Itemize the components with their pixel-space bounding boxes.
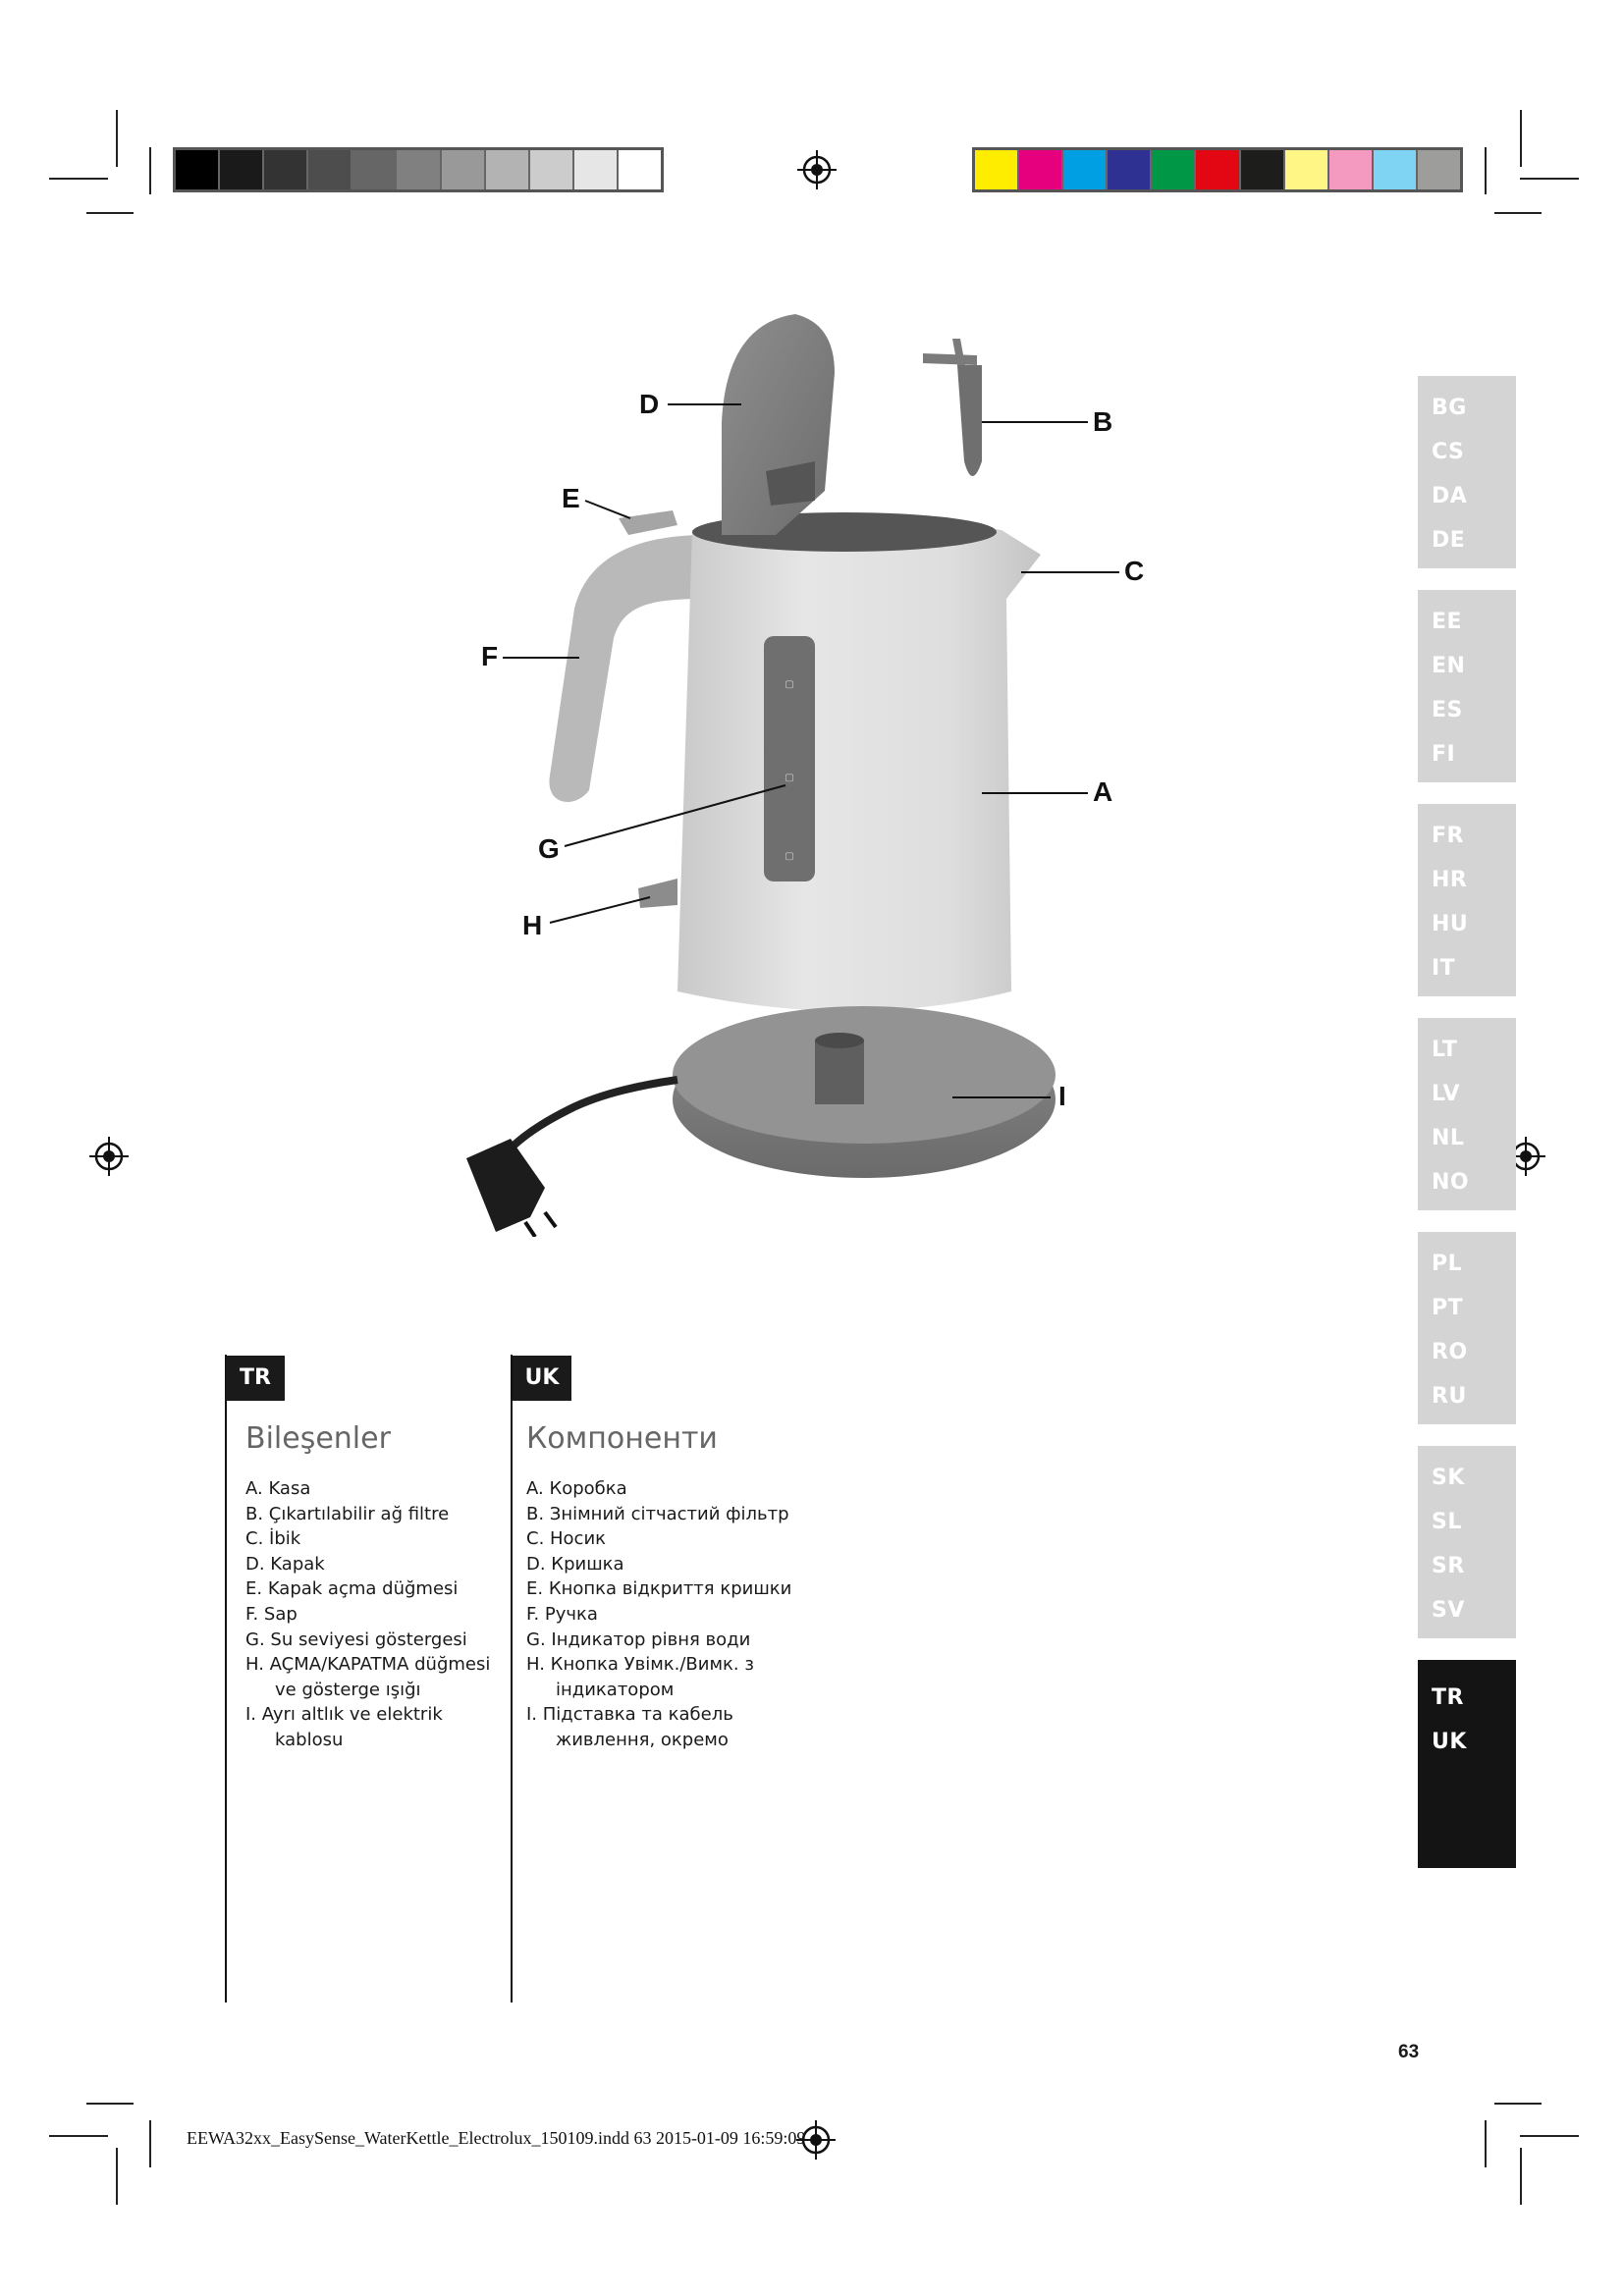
list-item [526, 1526, 821, 1552]
language-group [1418, 1232, 1516, 1424]
language-code[interactable]: PT [1432, 1296, 1464, 1320]
language-code[interactable]: NO [1432, 1170, 1470, 1195]
list-item [526, 1702, 821, 1752]
color-swatch [1152, 150, 1196, 189]
list-item [245, 1702, 520, 1752]
list-item [526, 1628, 821, 1653]
language-group [1418, 590, 1516, 782]
language-code[interactable]: CS [1432, 440, 1465, 464]
crop-mark [116, 2148, 118, 2205]
list-item-text: D. Kapak [245, 1553, 325, 1575]
color-swatch [530, 150, 574, 189]
list-item [245, 1602, 520, 1628]
open-lid-shape [722, 314, 835, 535]
language-code[interactable]: HR [1432, 868, 1468, 892]
crop-mark [149, 147, 151, 194]
language-code[interactable]: LV [1432, 1082, 1461, 1106]
color-swatch [1019, 150, 1063, 189]
list-item-text: E. Кнопка відкриття кришки [526, 1578, 792, 1600]
list-item [245, 1502, 520, 1527]
language-code[interactable]: SR [1432, 1554, 1465, 1578]
language-tag-uk: UK [513, 1356, 571, 1401]
figure-label-h: H [522, 910, 543, 940]
column-rule [225, 1355, 227, 2002]
crop-mark [86, 2103, 134, 2105]
language-group [1418, 1446, 1516, 1638]
power-cord-shape [511, 1080, 677, 1148]
list-item [526, 1502, 821, 1527]
color-swatch [264, 150, 308, 189]
color-swatch [574, 150, 619, 189]
list-item [245, 1652, 520, 1702]
color-swatch [220, 150, 264, 189]
color-swatch [352, 150, 397, 189]
language-code[interactable]: SK [1432, 1466, 1465, 1490]
section-heading-uk: Компоненти [526, 1421, 718, 1456]
crop-mark [1520, 110, 1522, 167]
language-code-active[interactable]: TR [1432, 1685, 1464, 1710]
figure-label-i: I [1058, 1081, 1066, 1111]
language-code[interactable]: NL [1432, 1126, 1465, 1150]
language-code[interactable]: DA [1432, 484, 1468, 508]
list-item-text: G. Su seviyesi göstergesi [245, 1629, 467, 1650]
language-group [1418, 804, 1516, 996]
list-item-text: A. Kasa [245, 1478, 311, 1499]
language-code[interactable]: PL [1432, 1252, 1463, 1276]
crop-mark [49, 178, 108, 180]
svg-text:▢: ▢ [785, 851, 794, 862]
color-swatch [1063, 150, 1108, 189]
list-item [526, 1652, 821, 1702]
language-code[interactable]: FI [1432, 742, 1456, 767]
registration-mark-icon [89, 1137, 129, 1176]
list-item-text: E. Kapak açma düğmesi [245, 1578, 459, 1600]
list-item [245, 1576, 520, 1602]
crop-mark [86, 212, 134, 214]
color-swatch [1418, 150, 1460, 189]
language-code[interactable]: EE [1432, 610, 1463, 634]
plug-shape [466, 1139, 545, 1232]
color-swatch [1285, 150, 1329, 189]
leader-line-h [550, 897, 650, 923]
water-window-shape [764, 636, 815, 881]
switch-shape [638, 879, 677, 908]
kettle-illustration [452, 304, 1119, 1237]
figure-label-b: B [1093, 406, 1113, 437]
list-item-text: G. Індикатор рівня води [526, 1629, 751, 1650]
crop-mark [1520, 2135, 1579, 2137]
handle-shape [549, 535, 707, 802]
file-slug: EEWA32xx_EasySense_WaterKettle_Electrolux_150109.indd 63 2015-01-09 16:59:09 [187, 2128, 806, 2148]
color-swatch [486, 150, 530, 189]
page-number: 63 [1398, 2042, 1420, 2062]
list-item [526, 1476, 821, 1502]
svg-text:▢: ▢ [785, 773, 794, 783]
figure-label-c: C [1124, 556, 1145, 586]
language-code[interactable]: DE [1432, 528, 1466, 553]
language-code[interactable]: SV [1432, 1598, 1465, 1623]
list-item [526, 1602, 821, 1628]
color-swatch [442, 150, 486, 189]
crop-mark [1494, 2103, 1542, 2105]
list-item-text: H. AÇMA/KAPATMA düğmesi [245, 1654, 491, 1676]
component-list-uk [526, 1476, 821, 1753]
grayscale-bar [173, 147, 664, 192]
crop-mark [1494, 212, 1542, 214]
language-code[interactable]: EN [1432, 654, 1466, 678]
color-swatch [308, 150, 352, 189]
language-code[interactable]: RO [1432, 1340, 1468, 1364]
color-bar [972, 147, 1463, 192]
list-item [245, 1628, 520, 1653]
section-heading-tr: Bileşenler [245, 1421, 391, 1456]
language-group [1418, 376, 1516, 568]
crop-mark [1520, 178, 1579, 180]
list-item-text: F. Sap [245, 1603, 298, 1625]
list-item-text: B. Знімний сітчастий фільтр [526, 1503, 789, 1524]
svg-text:▢: ▢ [785, 679, 794, 690]
color-swatch [397, 150, 441, 189]
color-swatch [1374, 150, 1418, 189]
figure-label-e: E [562, 483, 580, 513]
list-item-continuation: індикатором [556, 1679, 675, 1700]
list-item-text: I. Ayrı altlık ve elektrik [245, 1704, 443, 1726]
crop-mark [1485, 147, 1487, 194]
figure-label-d: D [639, 389, 660, 419]
language-group-active [1418, 1660, 1516, 1868]
language-code[interactable]: RU [1432, 1384, 1467, 1409]
language-code[interactable]: LT [1432, 1038, 1458, 1062]
language-tabs [1418, 376, 1516, 1890]
language-group [1418, 1018, 1516, 1210]
list-item-continuation: kablosu [275, 1729, 344, 1750]
list-item-text: C. İbik [245, 1528, 301, 1550]
color-swatch [1329, 150, 1374, 189]
figure-label-a: A [1093, 776, 1113, 807]
language-code[interactable]: BG [1432, 396, 1467, 420]
color-swatch [975, 150, 1019, 189]
language-tag-tr: TR [226, 1356, 285, 1401]
language-code[interactable]: IT [1432, 956, 1456, 981]
registration-mark-icon [797, 150, 837, 189]
list-item [245, 1552, 520, 1577]
crop-mark [149, 2120, 151, 2167]
color-swatch [176, 150, 220, 189]
list-item-continuation: живлення, окремо [556, 1729, 729, 1750]
list-item [526, 1576, 821, 1602]
lid-button-shape [619, 510, 677, 535]
crop-mark [1520, 2148, 1522, 2205]
list-item-continuation: ve gösterge ışığı [275, 1679, 421, 1700]
list-item-text: C. Носик [526, 1528, 607, 1550]
list-item-text: D. Кришка [526, 1553, 624, 1575]
column-rule [511, 1355, 513, 2002]
color-swatch [1241, 150, 1285, 189]
filter-shape [923, 339, 982, 476]
list-item [245, 1526, 520, 1552]
list-item [526, 1552, 821, 1577]
crop-mark [49, 2135, 108, 2137]
list-item-text: B. Çıkartılabilir ağ filtre [245, 1503, 450, 1524]
color-swatch [1196, 150, 1240, 189]
kettle-body-shape [677, 518, 1041, 1012]
crop-mark [1485, 2120, 1487, 2167]
figure-label-f: F [481, 641, 499, 671]
crop-mark [116, 110, 118, 167]
language-code[interactable]: FR [1432, 824, 1464, 848]
list-item-text: F. Ручка [526, 1603, 598, 1625]
language-code[interactable]: HU [1432, 912, 1469, 936]
language-code[interactable]: ES [1432, 698, 1463, 722]
list-item-text: A. Коробка [526, 1478, 627, 1499]
language-code[interactable]: SL [1432, 1510, 1462, 1534]
list-item-text: I. Підставка та кабель [526, 1704, 733, 1726]
color-swatch [1108, 150, 1152, 189]
color-swatch [619, 150, 661, 189]
component-list-tr [245, 1476, 520, 1753]
list-item [245, 1476, 520, 1502]
language-code-active[interactable]: UK [1432, 1730, 1467, 1754]
leader-line-e [585, 501, 630, 518]
list-item-text: H. Кнопка Увімк./Вимк. з [526, 1654, 754, 1676]
figure-label-g: G [538, 833, 560, 864]
